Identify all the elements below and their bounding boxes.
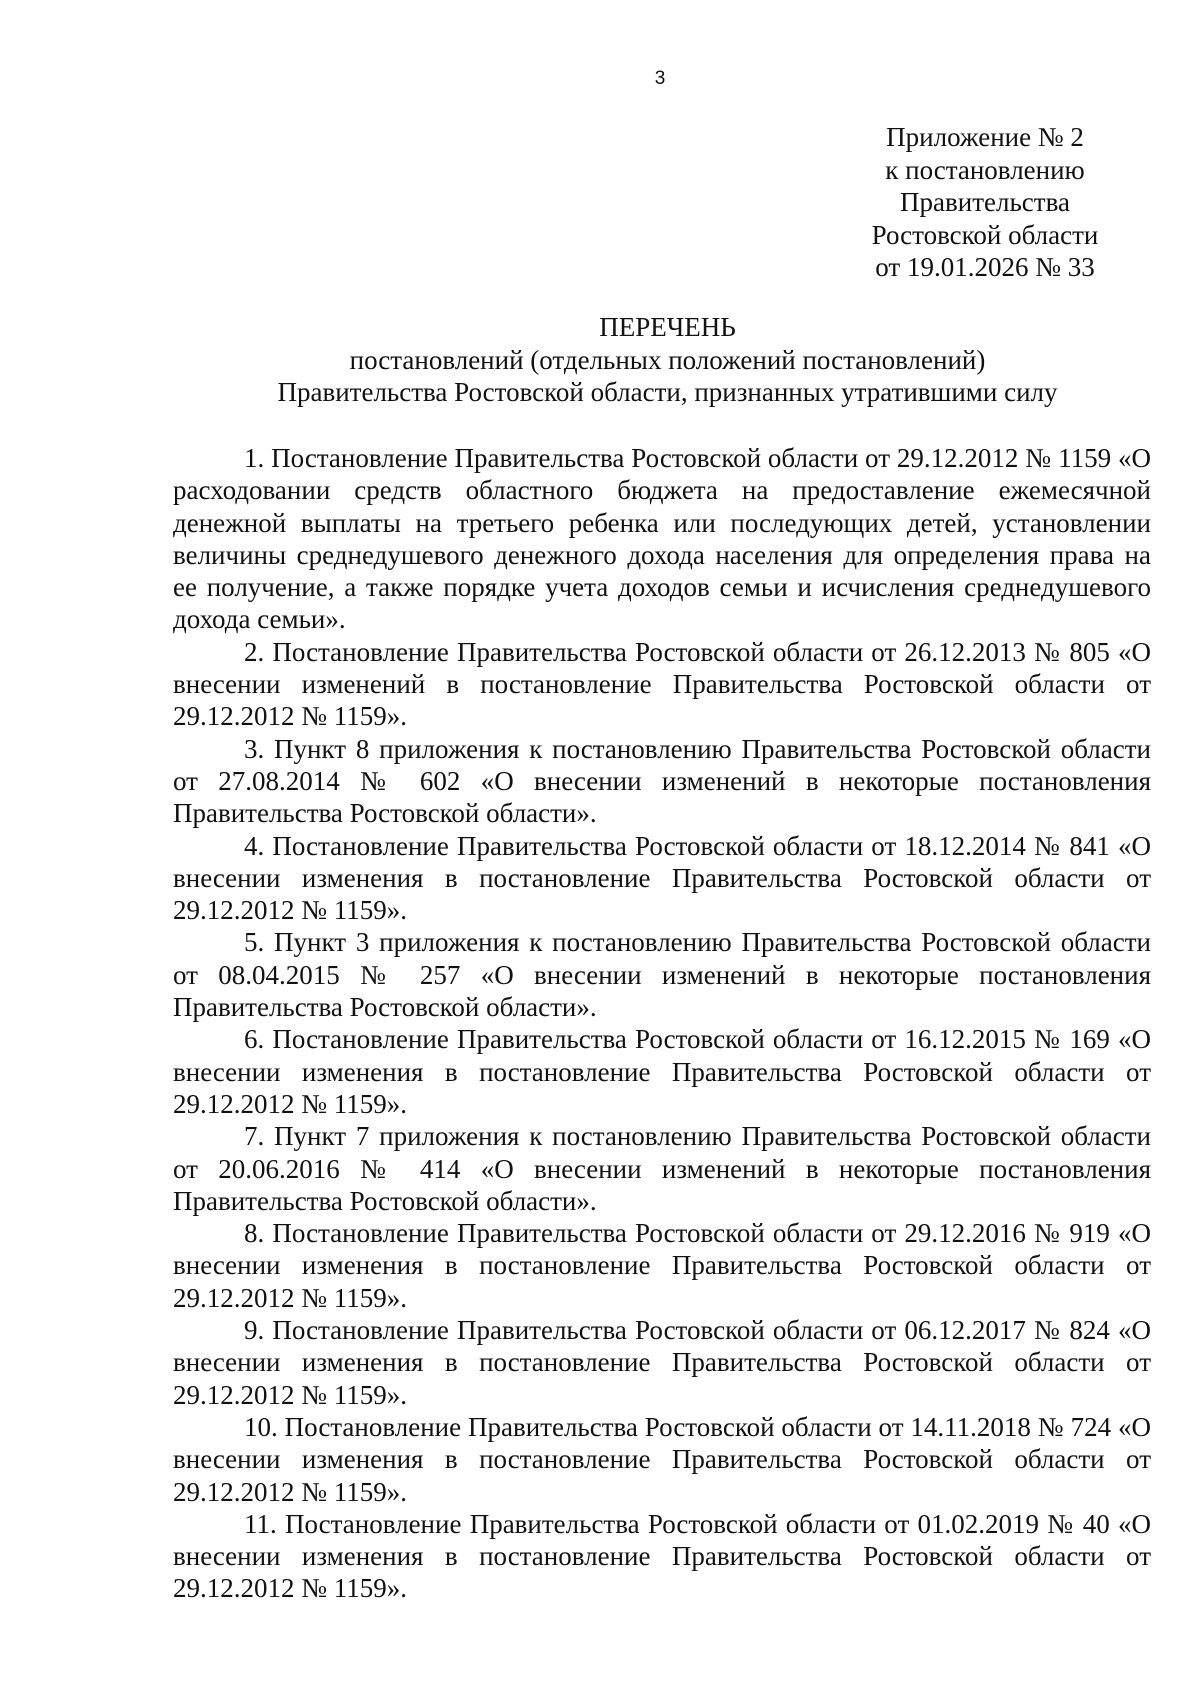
list-item: 11. Постановление Правительства Ростовской области от 01.02.2019 № 40 «О внесении изменения в постановление Правительства Ростовской области от 29.12.2012 № 1159». [173, 1508, 1151, 1604]
appendix-line: Ростовской области [871, 219, 1099, 250]
title-subheading: Правительства Ростовской области, признанных утратившими силу [277, 377, 1058, 407]
appendix-line: к постановлению [885, 154, 1085, 185]
page-number: 3 [654, 68, 666, 89]
list-item: 9. Постановление Правительства Ростовской области от 06.12.2017 № 824 «О внесении изменения в постановление Правительства Ростовской области от 29.12.2012 № 1159». [173, 1315, 1151, 1410]
list-item: 5. Пункт 3 приложения к постановлению Правительства Ростовской области от 08.04.2015 № 257 «О внесении изменений в некоторые постановления Правительства Ростовской области». [173, 927, 1151, 1023]
title-heading: ПЕРЕЧЕНЬ [599, 312, 736, 342]
list-item: 2. Постановление Правительства Ростовской области от 26.12.2013 № 805 «О внесении изменений в постановление Правительства Ростовской области от 29.12.2012 № 1159». [173, 636, 1151, 732]
resolution-list [173, 442, 1151, 1605]
document-title [175, 311, 1160, 409]
list-item: 3. Пункт 8 приложения к постановлению Правительства Ростовской области от 27.08.2014 № 602 «О внесении изменений в некоторые постановления Правительства Ростовской области». [173, 733, 1151, 829]
appendix-line: от 19.01.2026 № 33 [875, 252, 1095, 282]
list-item: 10. Постановление Правительства Ростовской области от 14.11.2018 № 724 «О внесении изменения в постановление Правительства Ростовской области от 29.12.2012 № 1159». [173, 1411, 1151, 1507]
appendix-header [830, 121, 1140, 284]
list-item: 8. Постановление Правительства Ростовской области от 29.12.2016 № 919 «О внесении изменения в постановление Правительства Ростовской области от 29.12.2012 № 1159». [173, 1218, 1151, 1313]
list-item: 4. Постановление Правительства Ростовской области от 18.12.2014 № 841 «О внесении изменения в постановление Правительства Ростовской области от 29.12.2012 № 1159». [173, 830, 1151, 926]
list-item: 7. Пункт 7 приложения к постановлению Правительства Ростовской области от 20.06.2016 № 414 «О внесении изменений в некоторые постановления Правительства Ростовской области». [173, 1121, 1151, 1216]
list-item: 6. Постановление Правительства Ростовской области от 16.12.2015 № 169 «О внесении изменения в постановление Правительства Ростовской области от 29.12.2012 № 1159». [173, 1024, 1151, 1119]
appendix-line: Приложение № 2 [886, 122, 1084, 152]
appendix-line: Правительства [900, 187, 1070, 217]
list-item: 1. Постановление Правительства Ростовской области от 29.12.2012 № 1159 «О расходовании средств областного бюджета на предоставление ежемесячной денежной выплаты на третьего ребенка или последующих детей, установлении величины среднедушевого денежного дохода населения для определения права на ее получение, а также порядке учета доходов семьи и исчисления среднедушевого дохода семьи». [173, 443, 1151, 635]
title-subheading: постановлений (отдельных положений постановлений) [349, 344, 986, 375]
